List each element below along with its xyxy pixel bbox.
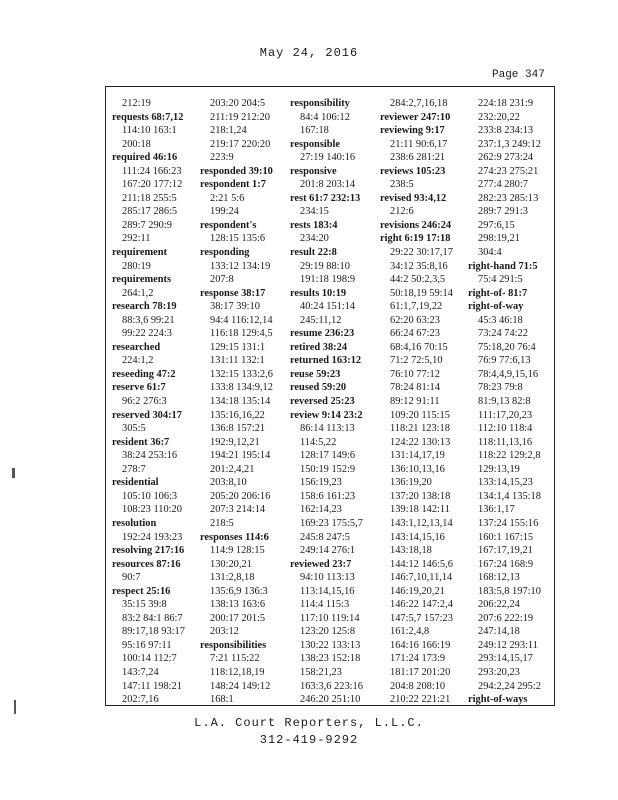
index-column-4: [380, 97, 472, 707]
index-reference: 108:23 110:20: [122, 504, 182, 516]
index-reference: 274:23 275:21: [478, 165, 539, 177]
index-reference: 21:11 90:6,17: [390, 138, 448, 150]
index-term: resolution: [112, 517, 157, 529]
index-term: researched: [112, 341, 161, 353]
index-reference: 114:10 163:1: [122, 125, 177, 137]
index-reference: 246:20 251:10: [300, 694, 361, 706]
index-reference: 210:22 221:21: [390, 694, 451, 706]
index-term: revised 93:4,12: [380, 192, 447, 204]
index-reference: 163:3,6 223:16: [300, 680, 363, 692]
index-reference: 247:14,18: [478, 626, 520, 638]
index-reference: 212:6: [390, 206, 414, 218]
index-reference: 124:22 130:13: [390, 436, 451, 448]
index-reference: 201:8 203:14: [300, 179, 356, 191]
index-term: resident 36:7: [112, 436, 170, 448]
index-reference: 131:2,8,18: [210, 572, 255, 584]
index-reference: 245:11,12: [300, 314, 342, 326]
index-term: right-hand 71:5: [468, 260, 538, 272]
index-reference: 143:14,15,16: [390, 531, 445, 543]
index-reference: 94:10 113:13: [300, 572, 355, 584]
index-term: reuse 59:23: [290, 368, 341, 380]
index-term: right-of-ways: [468, 694, 528, 706]
index-reference: 167:24 168:9: [478, 558, 534, 570]
index-reference: 212:19: [122, 98, 151, 109]
index-reference: 71:2 72:5,10: [390, 355, 443, 367]
index-reference: 292:11: [122, 233, 151, 245]
index-reference: 62:20 63:23: [390, 314, 440, 326]
index-term: resolving 217:16: [112, 545, 185, 557]
index-reference: 297:6,15: [478, 219, 515, 231]
index-reference: 205:20 206:16: [210, 490, 271, 502]
index-reference: 181:17 201:20: [390, 666, 451, 678]
index-term: right-of-way: [468, 301, 524, 313]
index-reference: 134:18 135:14: [210, 396, 271, 408]
index-reference: 7:21 115:22: [210, 653, 260, 665]
index-reference: 284:2,7,16,18: [390, 98, 448, 109]
index-term: rests 183:4: [290, 219, 338, 231]
index-reference: 218:1,24: [210, 125, 247, 137]
index-term: research 78:19: [112, 301, 177, 313]
index-reference: 84:4 106:12: [300, 111, 350, 123]
index-reference: 38:17 39:10: [210, 301, 260, 313]
index-reference: 116:18 129:4,5: [210, 328, 273, 340]
index-reference: 211:18 255:5: [122, 192, 177, 204]
index-reference: 96:2 276:3: [122, 396, 167, 408]
index-term: reviewing 9:17: [380, 125, 445, 137]
index-reference: 143:1,12,13,14: [390, 517, 453, 529]
index-reference: 81:9,13 82:8: [478, 396, 531, 408]
index-reference: 234:15: [300, 206, 329, 218]
index-reference: 203:8,10: [210, 477, 247, 489]
index-reference: 278:7: [122, 463, 146, 475]
index-reference: 114:9 128:15: [210, 545, 265, 557]
index-reference: 109:20 115:15: [390, 409, 450, 421]
index-reference: 158:6 161:23: [300, 490, 356, 502]
index-reference: 264:1,2: [122, 287, 154, 299]
index-term: reused 59:20: [290, 382, 347, 394]
index-term: review 9:14 23:2: [290, 409, 363, 421]
index-reference: 95:16 97:11: [122, 639, 172, 651]
index-reference: 113:14,15,16: [300, 585, 355, 597]
index-reference: 249:12 293:11: [478, 639, 538, 651]
index-reference: 138:23 152:18: [300, 653, 361, 665]
index-reference: 207:8: [210, 274, 234, 286]
index-reference: 238:5: [390, 179, 414, 191]
index-reference: 100:14 112:7: [122, 653, 177, 665]
index-reference: 282:23 285:13: [478, 192, 539, 204]
index-reference: 234:20: [300, 233, 329, 245]
index-reference: 262:9 273:24: [478, 152, 534, 164]
index-reference: 118:11,13,16: [478, 436, 533, 448]
index-reference: 169:23 175:5,7: [300, 517, 363, 529]
index-term: responsive: [290, 165, 337, 177]
index-reference: 128:17 149:6: [300, 450, 356, 462]
scan-mark: [12, 468, 15, 478]
index-reference: 68:4,16 70:15: [390, 341, 448, 353]
index-reference: 218:5: [210, 517, 234, 529]
index-reference: 50:18,19 59:14: [390, 287, 453, 299]
index-reference: 131:11 132:1: [210, 355, 265, 367]
index-term: reviewer 247:10: [380, 111, 451, 123]
index-term: respect 25:16: [112, 585, 171, 597]
index-reference: 194:21 195:14: [210, 450, 271, 462]
index-reference: 129:13,19: [478, 463, 520, 475]
index-reference: 183:5,8 197:10: [478, 585, 541, 597]
index-reference: 34:12 35:8,16: [390, 260, 448, 272]
index-term: result 22:8: [290, 247, 337, 259]
index-reference: 203:20 204:5: [210, 98, 266, 109]
index-reference: 114:4 115:3: [300, 599, 350, 611]
index-reference: 78:24 81:14: [390, 382, 440, 394]
index-reference: 134:1,4 135:18: [478, 490, 541, 502]
index-reference: 138:13 163:6: [210, 599, 266, 611]
index-reference: 139:18 142:11: [390, 504, 450, 516]
index-reference: 133:14,15,23: [478, 477, 533, 489]
index-reference: 128:15 135:6: [210, 233, 266, 245]
index-reference: 168:12,13: [478, 572, 520, 584]
index-reference: 137:24 155:16: [478, 517, 539, 529]
index-reference: 207:3 214:14: [210, 504, 266, 516]
index-reference: 94:4 116:12,14: [210, 314, 273, 326]
index-reference: 192:9,12,21: [210, 436, 260, 448]
index-term: requirements: [112, 274, 172, 286]
index-reference: 204:8 208:10: [390, 680, 446, 692]
index-reference: 277:4 280:7: [478, 179, 528, 191]
index-reference: 237:1,3 249:12: [478, 138, 541, 150]
index-reference: 136:19,20: [390, 477, 432, 489]
index-term: requests 68:7,12: [112, 111, 184, 123]
index-reference: 40:24 151:14: [300, 301, 356, 313]
index-reference: 136:1,17: [478, 504, 515, 516]
index-reference: 66:24 67:23: [390, 328, 440, 340]
index-reference: 305:5: [122, 423, 146, 435]
index-term: requirement: [112, 247, 168, 259]
index-term: responsibility: [290, 98, 350, 109]
index-reference: 29:22 30:17,17: [390, 247, 453, 259]
index-reference: 88:3,6 99:21: [122, 314, 175, 326]
index-reference: 200:17 201:5: [210, 612, 266, 624]
index-term: responsibilities: [200, 639, 267, 651]
index-reference: 136:8 157:21: [210, 423, 266, 435]
index-reference: 29:19 88:10: [300, 260, 350, 272]
index-term: retired 38:24: [290, 341, 348, 353]
index-reference: 130:22 133:13: [300, 639, 361, 651]
index-reference: 207:6 222:19: [478, 612, 534, 624]
index-reference: 137:20 138:18: [390, 490, 451, 502]
index-reference: 167:20 177:12: [122, 179, 183, 191]
index-reference: 90:7: [122, 572, 141, 584]
index-reference: 78:4,4,9,15,16: [478, 368, 539, 380]
index-reference: 148:24 149:12: [210, 680, 271, 692]
index-term: reserve 61:7: [112, 382, 166, 394]
index-reference: 156:19,23: [300, 477, 342, 489]
index-reference: 75:4 291:5: [478, 274, 523, 286]
index-reference: 289:7 291:3: [478, 206, 528, 218]
index-reference: 298:19,21: [478, 233, 520, 245]
index-reference: 224:1,2: [122, 355, 154, 367]
index-reference: 78:23 79:8: [478, 382, 523, 394]
index-reference: 285:17 286:5: [122, 206, 178, 218]
index-reference: 147:11 198:21: [122, 680, 182, 692]
index-reference: 129:15 131:1: [210, 341, 266, 353]
footer-phone: 312-419-9292: [259, 733, 359, 747]
index-reference: 167:17,19,21: [478, 545, 533, 557]
index-reference: 133:12 134:19: [210, 260, 271, 272]
index-column-2: [200, 97, 292, 707]
index-reference: 73:24 74:22: [478, 328, 528, 340]
index-term: responsible: [290, 138, 341, 150]
index-reference: 35:15 39:8: [122, 599, 167, 611]
index-reference: 289:7 290:9: [122, 219, 172, 231]
index-term: responses 114:6: [200, 531, 269, 543]
index-reference: 118:22 129:2,8: [478, 450, 541, 462]
index-reference: 143:18,18: [390, 545, 432, 557]
index-reference: 202:7,16: [122, 694, 159, 706]
index-reference: 99:22 224:3: [122, 328, 172, 340]
index-term: residential: [112, 477, 159, 489]
index-term: reversed 25:23: [290, 396, 355, 408]
index-reference: 89:17,18 93:17: [122, 626, 185, 638]
index-reference: 162:14,23: [300, 504, 342, 516]
index-reference: 86:14 113:13: [300, 423, 355, 435]
index-reference: 150:19 152:9: [300, 463, 356, 475]
index-reference: 160:1 167:15: [478, 531, 534, 543]
index-reference: 146:7,10,11,14: [390, 572, 453, 584]
index-reference: 144:12 146:5,6: [390, 558, 453, 570]
index-reference: 304:4: [478, 247, 502, 259]
index-reference: 118:12,18,19: [210, 666, 265, 678]
index-reference: 146:19,20,21: [390, 585, 445, 597]
index-term: respondent's: [200, 219, 257, 231]
index-reference: 44:2 50:2,3,5: [390, 274, 446, 286]
index-reference: 233:8 234:13: [478, 125, 534, 137]
index-reference: 147:5,7 157:23: [390, 612, 453, 624]
index-reference: 167:18: [300, 125, 329, 137]
index-reference: 135:16,16,22: [210, 409, 265, 421]
page-number: Page 347: [492, 69, 545, 81]
index-reference: 280:19: [122, 260, 151, 272]
index-reference: 105:10 106:3: [122, 490, 178, 502]
index-term: required 46:16: [112, 152, 178, 164]
index-reference: 249:14 276:1: [300, 545, 356, 557]
index-reference: 224:18 231:9: [478, 98, 534, 109]
index-term: right 6:19 17:18: [380, 233, 451, 245]
index-reference: 114:5,22: [300, 436, 337, 448]
index-reference: 130:20,21: [210, 558, 252, 570]
index-reference: 293:20,23: [478, 666, 520, 678]
index-reference: 199:24: [210, 206, 239, 218]
index-reference: 219:17 220:20: [210, 138, 271, 150]
index-reference: 75:18,20 76:4: [478, 341, 536, 353]
index-reference: 238:6 281:21: [390, 152, 446, 164]
index-reference: 168:1: [210, 694, 234, 706]
index-reference: 38:24 253:16: [122, 450, 178, 462]
index-reference: 2:21 5:6: [210, 192, 245, 204]
index-term: reviews 105:23: [380, 165, 446, 177]
index-term: returned 163:12: [290, 355, 362, 367]
index-reference: 245:8 247:5: [300, 531, 350, 543]
index-term: reserved 304:17: [112, 409, 182, 421]
index-reference: 89:12 91:11: [390, 396, 440, 408]
index-term: response 38:17: [200, 287, 266, 299]
index-column-5: [468, 97, 560, 707]
index-term: respondent 1:7: [200, 179, 266, 191]
index-column-1: [112, 97, 204, 707]
header-date: May 24, 2016: [259, 46, 359, 60]
index-reference: 294:2,24 295:2: [478, 680, 541, 692]
index-reference: 76:10 77:12: [390, 368, 440, 380]
index-reference: 200:18: [122, 138, 151, 150]
index-reference: 136:10,13,16: [390, 463, 445, 475]
index-term: resume 236:23: [290, 328, 355, 340]
index-reference: 171:24 173:9: [390, 653, 446, 665]
index-term: responded 39:10: [200, 165, 273, 177]
index-reference: 203:12: [210, 626, 239, 638]
index-reference: 111:24 166:23: [122, 165, 182, 177]
index-reference: 201:2,4,21: [210, 463, 255, 475]
index-reference: 132:15 133:2,6: [210, 368, 273, 380]
index-term: reseeding 47:2: [112, 368, 176, 380]
index-reference: 27:19 140:16: [300, 152, 356, 164]
index-reference: 135:6,9 136:3: [210, 585, 268, 597]
index-reference: 191:18 198:9: [300, 274, 356, 286]
index-term: revisions 246:24: [380, 219, 452, 231]
index-reference: 83:2 84:1 86:7: [122, 612, 183, 624]
index-term: rest 61:7 232:13: [290, 192, 361, 204]
index-term: results 10:19: [290, 287, 347, 299]
index-reference: 131:14,17,19: [390, 450, 445, 462]
index-reference: 164:16 166:19: [390, 639, 451, 651]
index-reference: 158:21,23: [300, 666, 342, 678]
index-reference: 112:10 118:4: [478, 423, 533, 435]
index-reference: 192:24 193:23: [122, 531, 183, 543]
index-reference: 143:7,24: [122, 666, 159, 678]
index-term: right-of- 81:7: [468, 287, 528, 299]
index-reference: 117:10 119:14: [300, 612, 360, 624]
index-reference: 45:3 46:18: [478, 314, 523, 326]
index-reference: 232:20,22: [478, 111, 520, 123]
index-term: reviewed 23:7: [290, 558, 352, 570]
index-reference: 223:9: [210, 152, 234, 164]
index-reference: 206:22,24: [478, 599, 520, 611]
index-reference: 76:9 77:6,13: [478, 355, 531, 367]
index-reference: 133:8 134:9,12: [210, 382, 273, 394]
index-reference: 161:2,4,8: [390, 626, 430, 638]
index-column-3: [290, 97, 382, 707]
index-reference: 123:20 125:8: [300, 626, 356, 638]
index-reference: 118:21 123:18: [390, 423, 450, 435]
footer-company: L.A. Court Reporters, L.L.C.: [194, 716, 424, 730]
index-term: responding: [200, 247, 250, 259]
index-reference: 61:1,7,19,22: [390, 301, 443, 313]
index-term: resources 87:16: [112, 558, 181, 570]
index-frame: [105, 86, 555, 706]
scan-mark: [14, 700, 16, 714]
index-reference: 111:17,20,23: [478, 409, 533, 421]
index-reference: 211:19 212:20: [210, 111, 270, 123]
index-reference: 146:22 147:2,4: [390, 599, 453, 611]
index-reference: 293:14,15,17: [478, 653, 533, 665]
